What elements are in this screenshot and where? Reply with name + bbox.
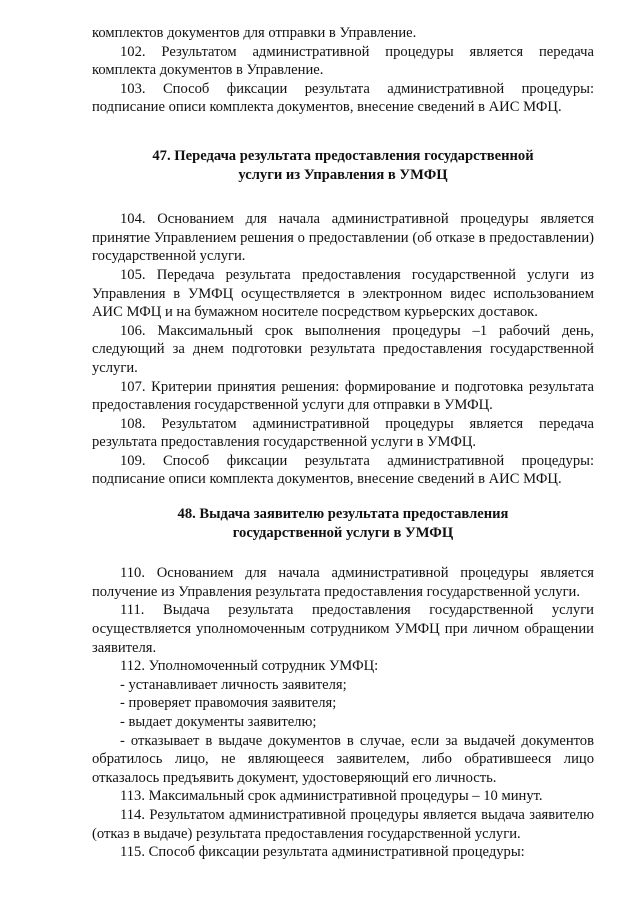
paragraph-112: 112. Уполномоченный сотрудник УМФЦ: — [120, 658, 379, 675]
paragraph-113: 113. Максимальный срок административной процедуры – 10 минут. — [120, 788, 543, 805]
heading-47-line1: 47. Передача результата предоставления государственной — [152, 147, 534, 164]
paragraph-105: 105. Передача результата предоставления государственной услуги из Управления в УМФЦ осуществляется в электронном видес использованием АИС МФЦ и на бумажном носителе посредством курьерских доставок. — [92, 266, 594, 321]
paragraph-111: 111. Выдача результата предоставления государственной услуги осуществляется уполномоченным сотрудником УМФЦ при личном обращении заявителя. — [92, 602, 594, 656]
paragraph-108: 108. Результатом административной процедуры является передача результата предоставления государственной услуги в УМФЦ. — [92, 415, 594, 451]
heading-47-line2: услуги из Управления в УМФЦ — [238, 166, 448, 183]
paragraph-102: 102. Результатом административной процедуры является передача комплекта документов в Управление. — [92, 43, 594, 79]
list-item: - выдает документы заявителю; — [120, 714, 317, 730]
list-item: - отказывает в выдаче документов в случае, если за выдачей документов обратилось лицо, не являющееся заявителем, либо обратившееся лицо отказалось предъявить документ, удостоверяющий его личность. — [92, 732, 594, 786]
paragraph-109: 109. Способ фиксации результата административной процедуры: подписание описи комплекта документов, внесение сведений в АИС МФЦ. — [92, 452, 594, 488]
heading-48-line1: 48. Выдача заявителю результата предоставления — [177, 506, 509, 523]
heading-48-line2: государственной услуги в УМФЦ — [232, 524, 454, 541]
paragraph-106: 106. Максимальный срок выполнения процедуры –1 рабочий день, следующий за днем подготовки результата предоставления государственной услуги. — [92, 322, 594, 376]
paragraph-110: 110. Основанием для начала административной процедуры является получение из Управления результата предоставления государственной услуги. — [92, 565, 594, 600]
list-item: - устанавливает личность заявителя; — [120, 676, 347, 693]
paragraph-115: 115. Способ фиксации результата административной процедуры: — [120, 844, 525, 861]
list-item: - проверяет правомочия заявителя; — [120, 695, 337, 712]
section-heading-48 — [92, 505, 594, 542]
continuation-text: комплектов документов для отправки в Управление. — [92, 25, 417, 41]
paragraph-103: 103. Способ фиксации результата административной процедуры: подписание описи комплекта документов, внесение сведений в АИС МФЦ. — [92, 80, 594, 116]
section-heading-47 — [92, 147, 594, 184]
paragraph-104: 104. Основанием для начала административной процедуры является принятие Управлением решения о предоставлении (об отказе в предоставлении) государственной услуги. — [92, 211, 594, 265]
paragraph-114: 114. Результатом административной процедуры является выдача заявителю (отказ в выдаче) результата предоставления государственной услуги. — [92, 806, 594, 842]
document-page — [92, 24, 594, 862]
paragraph-107: 107. Критерии принятия решения: формирование и подготовка результата предоставления государственной услуги для отправки в УМФЦ. — [92, 378, 594, 414]
